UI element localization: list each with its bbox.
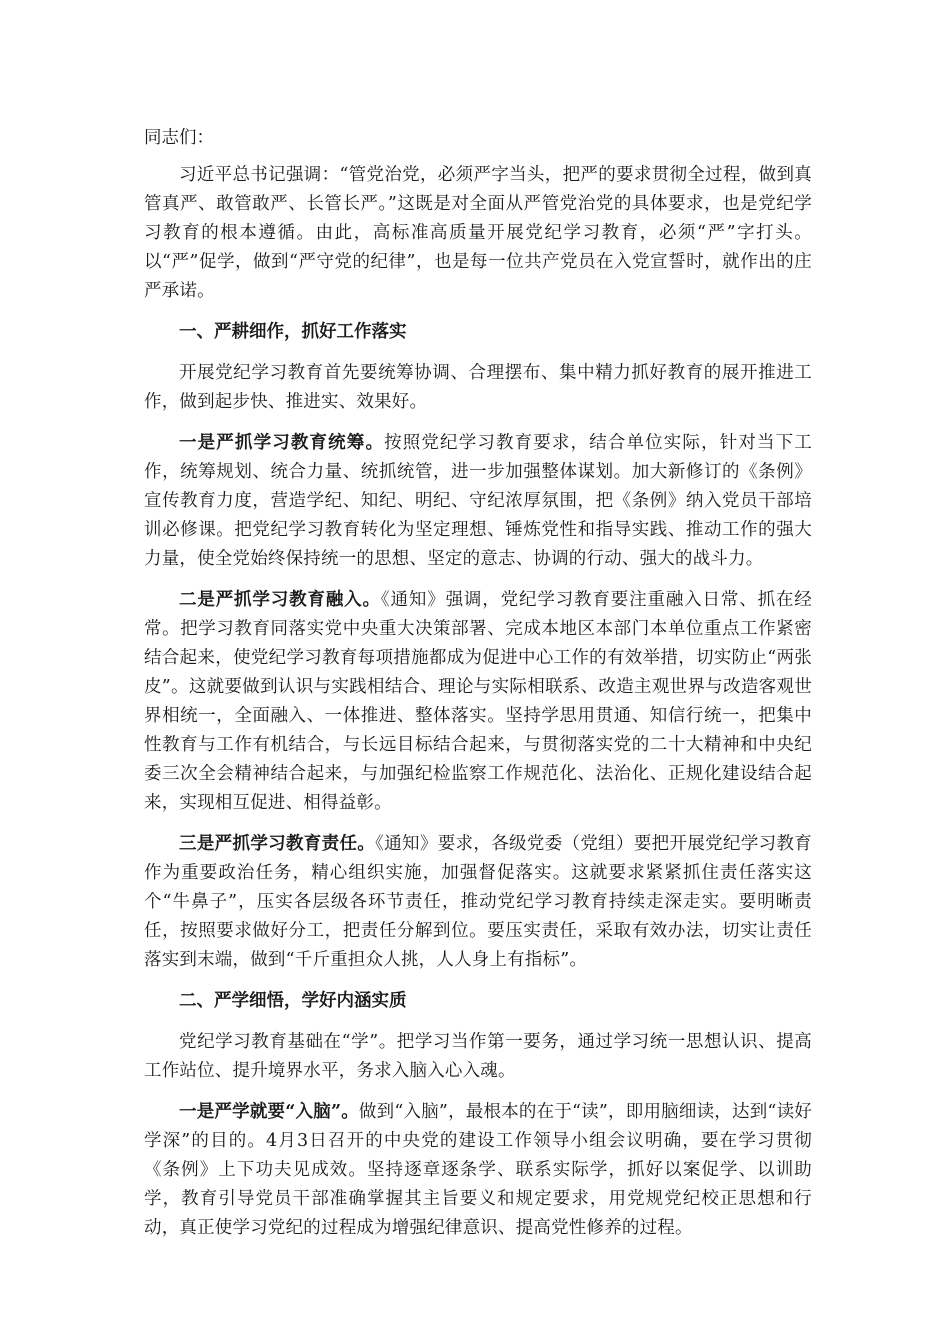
item-body: 做到“入脑”，最根本的在于“读”，即用脑细读，达到“读好学深”的目的。4月3日召开的中央党的建设工作领导小组会议明确，要在学习贯彻《条例》上下功夫见成效。坚持逐章逐条学、联系实际学，抓好以案促学、以训助学，教育引导党员干部准确掌握其主旨要义和规定要求，用党规党纪校正思想和行动，真正使学习党纪的过程成为增强纪律意识、提高党性修养的过程。	[144, 1102, 812, 1238]
document-body	[144, 124, 812, 1255]
item-lead: 一是严抓学习教育统筹。	[179, 433, 385, 453]
section-1-item-1	[144, 429, 812, 574]
section-1-item-3	[144, 830, 812, 975]
item-body: 按照党纪学习教育要求，结合单位实际，针对当下工作，统筹规划、统合力量、统抓统管，进一步加强整体谋划。加大新修订的《条例》宣传教育力度，营造学纪、知纪、明纪、守纪浓厚氛围，把《条例》纳入党员干部培训必修课。把党纪学习教育转化为坚定理想、锤炼党性和指导实践、推动工作的强大力量，使全党始终保持统一的思想、坚定的意志、协调的行动、强大的战斗力。	[144, 433, 812, 569]
section-2-heading: 二、严学细悟，学好内涵实质	[179, 991, 407, 1011]
section-2-intro: 党纪学习教育基础在“学”。把学习当作第一要务，通过学习统一思想认识、提高工作站位、提升境界水平，务求入脑入心入魂。	[144, 1032, 812, 1081]
item-body: 《通知》要求，各级党委（党组）要把开展党纪学习教育作为重要政治任务，精心组织实施，加强督促落实。这就要求紧紧抓住责任落实这个“牛鼻子”，压实各层级各环节责任，推动党纪学习教育持续走深走实。要明晰责任，按照要求做好分工，把责任分解到位。要压实责任，采取有效办法，切实让责任落实到末端，做到“千斤重担众人挑，人人身上有指标”。	[144, 834, 813, 970]
salutation: 同志们：	[144, 128, 214, 148]
item-lead: 三是严抓学习教育责任。	[179, 834, 376, 854]
section-1-intro: 开展党纪学习教育首先要统筹协调、合理摆布、集中精力抓好教育的展开推进工作，做到起步快、推进实、效果好。	[144, 363, 812, 412]
item-body: 《通知》强调，党纪学习教育要注重融入日常、抓在经常。把学习教育同落实党中央重大决策部署、完成本地区本部门本单位重点工作紧密结合起来，使党纪学习教育每项措施都成为促进中心工作的有效举措，切实防止“两张皮”。这就要做到认识与实践相结合、理论与实际相联系、改造主观世界与改造客观世界相统一，全面融入、一体推进、整体落实。坚持学思用贯通、知信行统一，把集中性教育与工作有机结合，与长远目标结合起来，与贯彻落实党的二十大精神和中央纪委三次全会精神结合起来，与加强纪检监察工作规范化、法治化、正规化建设结合起来，实现相互促进、相得益彰。	[144, 590, 812, 813]
intro-paragraph: 习近平总书记强调：“管党治党，必须严字当头，把严的要求贯彻全过程，做到真管真严、敢管敢严、长管长严。”这既是对全面从严管党治党的具体要求，也是党纪学习教育的根本遵循。由此，高标准高质量开展党纪学习教育，必须“严”字打头。以“严”促学，做到“严守党的纪律”，也是每一位共产党员在入党宣誓时，就作出的庄严承诺。	[144, 165, 812, 301]
section-1-heading: 一、严耕细作，抓好工作落实	[179, 322, 407, 342]
section-2-item-1	[144, 1098, 812, 1243]
section-1-item-2	[144, 586, 812, 818]
item-lead: 一是严学就要“入脑”。	[179, 1102, 359, 1122]
item-lead: 二是严抓学习教育融入。	[179, 590, 381, 610]
